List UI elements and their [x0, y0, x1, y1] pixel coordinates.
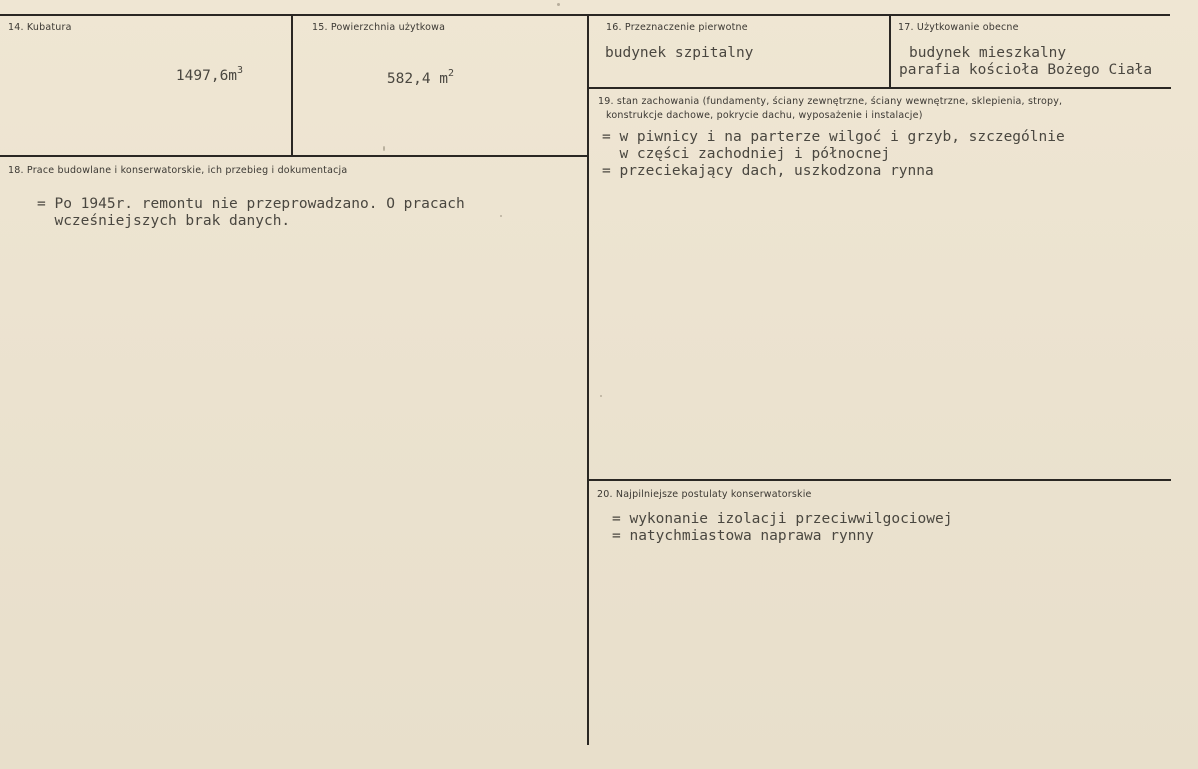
- rule-below-16-17: [589, 87, 1171, 89]
- field-15-value: [352, 47, 454, 106]
- area-value: 582,4 m: [386, 70, 449, 87]
- paper-speck: [500, 215, 502, 217]
- field-17-line-1: budynek mieszkalny: [909, 45, 1067, 61]
- field-18-label: 18. Prace budowlane i konserwatorskie, ich przebieg i dokumentacja: [8, 165, 348, 176]
- volume-value: 1497,6m: [175, 67, 238, 84]
- volume-unit-exponent: 3: [237, 64, 244, 76]
- divider-16-17: [889, 15, 891, 88]
- field-20-label: 20. Najpilniejsze postulaty konserwatorskie: [597, 489, 812, 500]
- field-14-value: [141, 44, 243, 103]
- field-19-label-line-2: konstrukcje dachowe, pokrycie dachu, wyposażenie i instalacje): [606, 110, 923, 121]
- field-17-line-2: parafia kościoła Bożego Ciała: [899, 62, 1153, 78]
- field-15-label: 15. Powierzchnia użytkowa: [312, 22, 446, 33]
- field-19-line-1: = w piwnicy i na parterze wilgoć i grzyb, szczególnie: [602, 129, 1065, 145]
- paper-speck: [557, 3, 560, 6]
- field-19-line-2: w części zachodniej i północnej: [602, 146, 891, 162]
- top-rule: [0, 14, 1170, 16]
- field-20-line-1: = wykonanie izolacji przeciwwilgociowej: [612, 511, 953, 527]
- divider-14-15: [291, 15, 293, 156]
- field-17-label: 17. Użytkowanie obecne: [898, 22, 1019, 33]
- field-20-line-2: = natychmiastowa naprawa rynny: [612, 528, 874, 544]
- paper-speck: [383, 146, 385, 151]
- field-18-line-2: wcześniejszych brak danych.: [37, 213, 291, 229]
- paper-speck: [600, 395, 602, 397]
- field-19-label-line-1: 19. stan zachowania (fundamenty, ściany zewnętrzne, ściany wewnętrzne, sklepienia, stropy,: [598, 96, 1063, 107]
- field-16-label: 16. Przeznaczenie pierwotne: [606, 22, 748, 33]
- center-divider: [587, 15, 589, 745]
- field-18-line-1: = Po 1945r. remontu nie przeprowadzano. O pracach: [37, 196, 465, 212]
- field-14-label: 14. Kubatura: [8, 22, 72, 33]
- area-unit-exponent: 2: [448, 67, 455, 79]
- rule-above-20: [589, 479, 1171, 481]
- field-16-value: budynek szpitalny: [605, 45, 754, 61]
- rule-below-14-15: [0, 155, 589, 157]
- field-19-line-3: = przeciekający dach, uszkodzona rynna: [602, 163, 934, 179]
